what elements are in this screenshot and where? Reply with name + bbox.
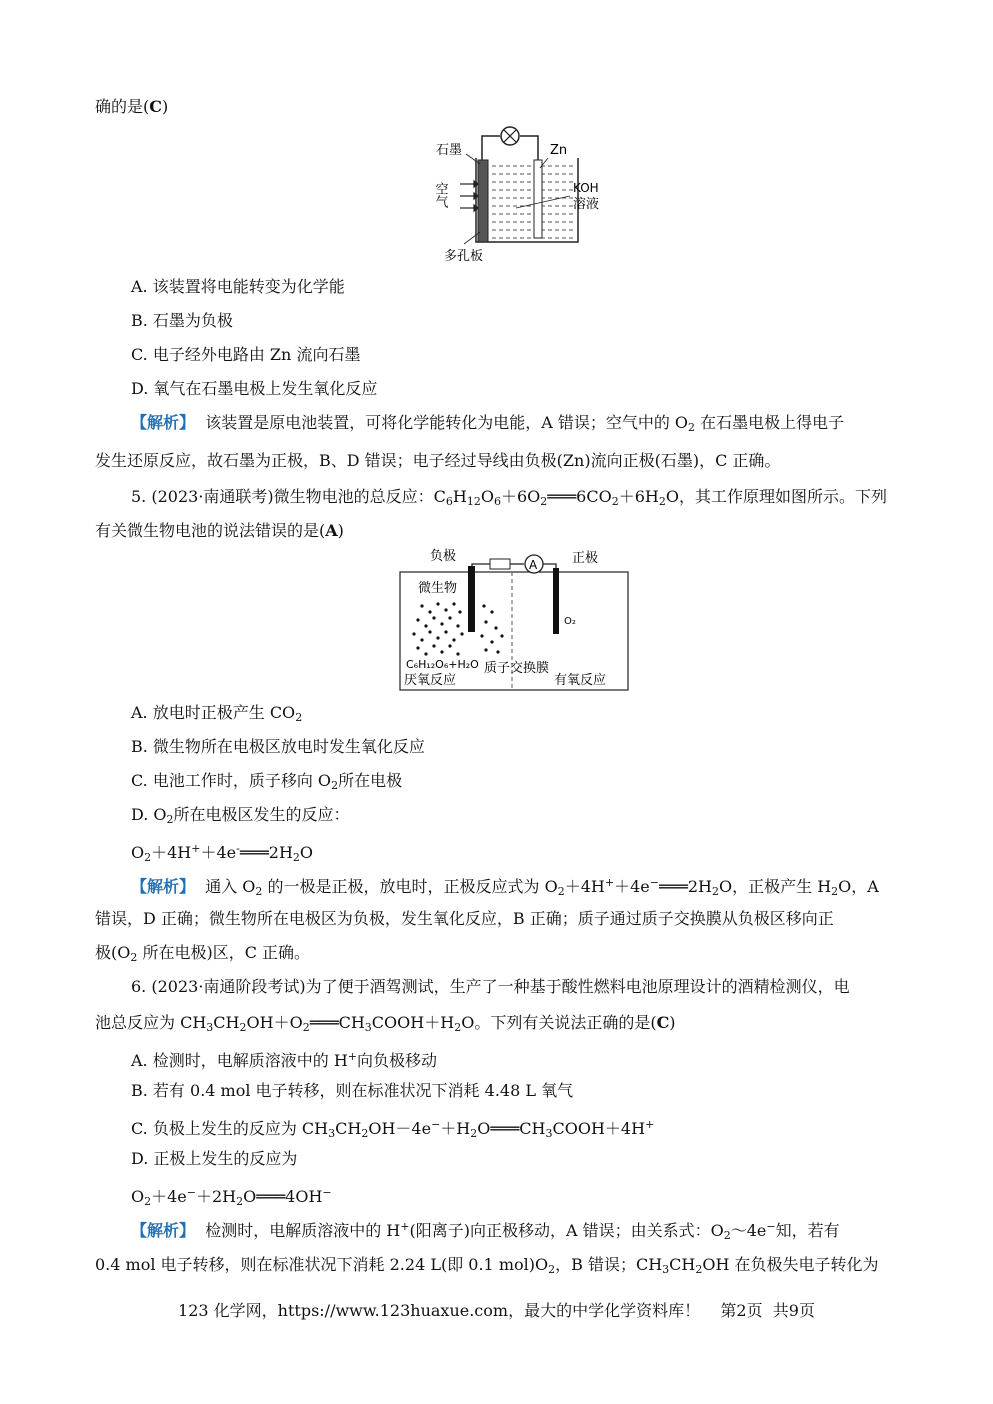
microbe-label: 微生物 (418, 581, 458, 596)
q4-option-d: D. 氧气在石墨电极上发生氧化反应 (131, 379, 378, 398)
q6-option-b: B. 若有 0.4 mol 电子转移，则在标准状况下消耗 4.48 L 氧气 (131, 1081, 574, 1100)
positive-electrode-label: 正极 (572, 551, 599, 566)
negative-electrode-label: 负极 (430, 549, 457, 564)
graphite-label: 石墨 (436, 143, 463, 158)
q4-battery-diagram (430, 124, 620, 266)
q4-option-b: B. 石墨为负极 (131, 311, 233, 330)
q6-stem-line2: 池总反应为 $CH_3CH_2OH+O_2═══CH_3COOH+H_2O$。下列有关说法正确的是(C) (95, 1013, 676, 1034)
q6-option-d-equation: $O_2+4e^-+2H_2O═══4OH^-$ (131, 1186, 332, 1208)
q6-analysis-line2: 0.4 mol 电子转移，则在标准状况下消耗 2.24 L(即 0.1 $mol)O_2$，B 错误；$CH_3CH_2OH$ 在负极失电子转化为 (95, 1255, 879, 1276)
analysis-tag: 【解析】 (131, 413, 196, 432)
page-footer: 123 化学网，https://www.123huaxue.com，最大的中学化学资料库！ 第2页 共9页 (178, 1301, 815, 1320)
q5-analysis-line3: 极($O_2$ 所在电极)区，C 正确。 (95, 943, 311, 964)
anaerobic-label: 厌氧反应 (404, 673, 457, 688)
q4-analysis-line1: 【解析】 该装置是原电池装置，可将化学能转化为电能，A 错误；空气中的 $O_2$ 在石墨电极上得电子 (131, 413, 845, 434)
membrane-label: 质子交换膜 (484, 661, 550, 676)
q5-option-d-equation: $O_2+4H^++4e^-═══2H_2O$ (131, 842, 314, 864)
q4-option-c: C. 电子经外电路由 Zn 流向石墨 (131, 345, 361, 364)
air-label: 空气 (432, 182, 448, 208)
q5-option-a: A. 放电时正极产生 $CO_2$ (131, 703, 303, 724)
q5-stem-line1: 5. (2023·南通联考)微生物电池的总反应：$C_6H_{12}O_6+6O_2═══6CO_2+6H_2O$，其工作原理如图所示。下列 (131, 487, 887, 508)
q5-option-b: B. 微生物所在电极区放电时发生氧化反应 (131, 737, 425, 756)
q5-analysis-line1: 【解析】 通入 $O_2$ 的一极是正极，放电时，正极反应式为 $O_2+4H^++4e^-═══2H_2O$，正极产生 $H_2O$，A (131, 876, 879, 898)
q6-option-d: D. 正极上发生的反应为 (131, 1149, 298, 1168)
q4-stem-tail: 确的是(C) (95, 97, 169, 116)
koh-label-2: 溶液 (573, 197, 600, 212)
q4-analysis-line2: 发生还原反应，故石墨为正极，B、D 错误；电子经过导线由负极(Zn)流向正极(石墨)，C 正确。 (95, 451, 781, 470)
q6-option-a: A. 检测时，电解质溶液中的 H+向负极移动 (131, 1050, 438, 1070)
koh-label-1: KOH (573, 181, 599, 195)
q5-stem-line2: 有关微生物电池的说法错误的是(A) (95, 521, 344, 540)
svg-text:A: A (529, 558, 538, 572)
q6-option-c: C. 负极上发生的反应为 $CH_3CH_2OH-4e^-+H_2O═══CH_3COOH+4H^+$ (131, 1118, 655, 1140)
q6-stem-line1: 6. (2023·南通阶段考试)为了便于酒驾测试，生产了一种基于酸性燃料电池原理设计的酒精检测仪，电 (131, 977, 850, 996)
q6-analysis-line1: 【解析】 检测时，电解质溶液中的 H+(阳离子)向正极移动，A 错误；由关系式：$O_2\sim 4e^-$知，若有 (131, 1220, 840, 1242)
q5-option-c: C. 电池工作时，质子移向 $O_2$所在电极 (131, 771, 403, 792)
q4-answer: C (149, 97, 162, 116)
zn-label: Zn (550, 143, 568, 158)
q5-answer: A (325, 521, 338, 540)
glucose-label: C₆H₁₂O₆+H₂O (406, 658, 479, 671)
q5-option-d: D. $O_2$所在电极区发生的反应： (131, 805, 350, 826)
aerobic-label: 有氧反应 (554, 673, 607, 688)
q4-option-a: A. 该装置将电能转变为化学能 (131, 277, 345, 296)
o2-label: O₂ (564, 616, 576, 627)
q5-microbial-cell-diagram (398, 546, 630, 692)
porous-plate-label: 多孔板 (444, 249, 484, 264)
q5-analysis-line2: 错误，D 正确；微生物所在电极区为负极，发生氧化反应，B 正确；质子通过质子交换膜从负极区移向正 (95, 909, 834, 928)
q6-answer: C (656, 1013, 670, 1032)
